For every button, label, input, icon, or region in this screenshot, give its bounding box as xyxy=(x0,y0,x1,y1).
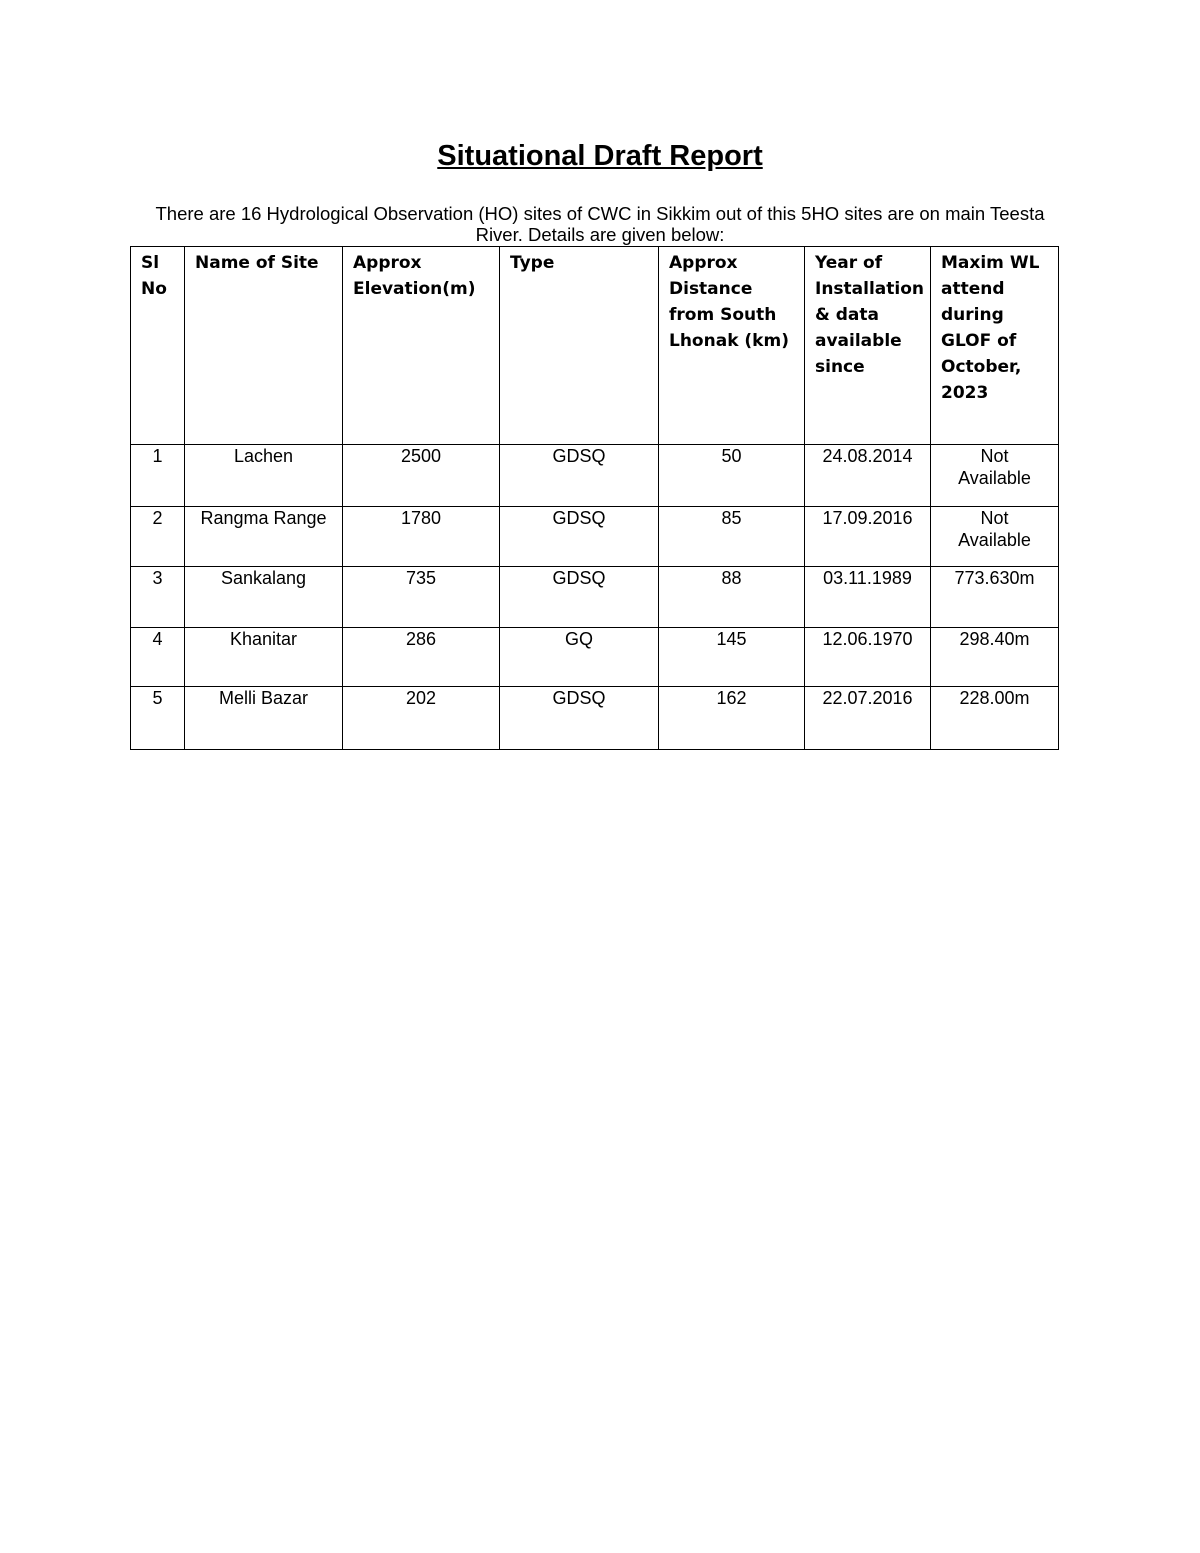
table-header-row xyxy=(131,247,1059,445)
table-row xyxy=(131,687,1059,750)
sites-table xyxy=(130,246,1059,750)
cell-distance: 145 xyxy=(659,628,805,687)
cell-site-name: Sankalang xyxy=(185,567,343,628)
cell-installation-date: 22.07.2016 xyxy=(805,687,931,750)
cell-type: GDSQ xyxy=(500,687,659,750)
cell-max-water-level: 773.630m xyxy=(931,567,1059,628)
cell-elevation: 2500 xyxy=(343,445,500,507)
cell-type: GDSQ xyxy=(500,445,659,507)
header-type: Type xyxy=(500,247,659,445)
cell-distance: 88 xyxy=(659,567,805,628)
cell-site-name: Khanitar xyxy=(185,628,343,687)
table-row xyxy=(131,628,1059,687)
cell-type: GQ xyxy=(500,628,659,687)
cell-max-water-level: Not Available xyxy=(931,507,1059,567)
cell-installation-date: 17.09.2016 xyxy=(805,507,931,567)
cell-elevation: 1780 xyxy=(343,507,500,567)
cell-sl-no: 4 xyxy=(131,628,185,687)
cell-max-water-level: 298.40m xyxy=(931,628,1059,687)
cell-installation-date: 12.06.1970 xyxy=(805,628,931,687)
cell-distance: 50 xyxy=(659,445,805,507)
cell-site-name: Rangma Range xyxy=(185,507,343,567)
cell-elevation: 202 xyxy=(343,687,500,750)
cell-installation-date: 03.11.1989 xyxy=(805,567,931,628)
cell-sl-no: 3 xyxy=(131,567,185,628)
header-sl-no: Sl No xyxy=(131,247,185,445)
header-name-of-site: Name of Site xyxy=(185,247,343,445)
table-row xyxy=(131,507,1059,567)
cell-elevation: 286 xyxy=(343,628,500,687)
cell-sl-no: 1 xyxy=(131,445,185,507)
document-title: Situational Draft Report xyxy=(437,140,763,172)
cell-type: GDSQ xyxy=(500,507,659,567)
cell-site-name: Melli Bazar xyxy=(185,687,343,750)
header-distance: Approx Distance from South Lhonak (km) xyxy=(659,247,805,445)
table-row xyxy=(131,567,1059,628)
intro-paragraph: There are 16 Hydrological Observation (HO) sites of CWC in Sikkim out of this 5HO sites are on main Teesta River. Details are given below: xyxy=(155,203,1045,245)
cell-max-water-level: Not Available xyxy=(931,445,1059,507)
table-row xyxy=(131,445,1059,507)
cell-installation-date: 24.08.2014 xyxy=(805,445,931,507)
cell-max-water-level: 228.00m xyxy=(931,687,1059,750)
cell-distance: 85 xyxy=(659,507,805,567)
header-year-of-installation: Year of Installation & data available since xyxy=(805,247,931,445)
header-elevation: Approx Elevation(m) xyxy=(343,247,500,445)
cell-elevation: 735 xyxy=(343,567,500,628)
cell-site-name: Lachen xyxy=(185,445,343,507)
cell-type: GDSQ xyxy=(500,567,659,628)
cell-sl-no: 5 xyxy=(131,687,185,750)
cell-distance: 162 xyxy=(659,687,805,750)
header-max-water-level: Maxim WL attend during GLOF of October, 2023 xyxy=(931,247,1059,445)
cell-sl-no: 2 xyxy=(131,507,185,567)
